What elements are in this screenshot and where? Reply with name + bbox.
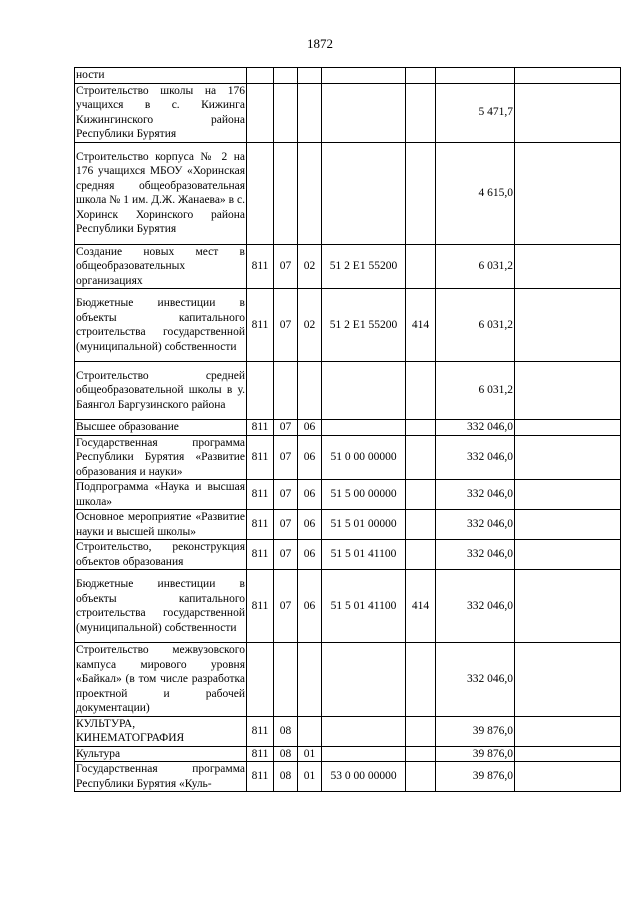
- cell-ved: 811: [247, 746, 274, 762]
- cell-sum: 332 046,0: [436, 510, 515, 540]
- cell-name: КУЛЬТУРА, КИНЕМАТОГРАФИЯ: [75, 716, 247, 746]
- cell-csr: [322, 746, 406, 762]
- table-row: [75, 142, 621, 244]
- table-row: [75, 540, 621, 570]
- table-row: [75, 746, 621, 762]
- cell-sum: 39 876,0: [436, 762, 515, 792]
- cell-csr: 51 0 00 00000: [322, 435, 406, 480]
- cell-csr: 51 5 00 00000: [322, 480, 406, 510]
- cell-name: Строительство межвузовского кампуса мирового уровня «Байкал» (в том числе разработка проектной и рабочей документации): [76, 644, 245, 714]
- cell-name: ности: [75, 68, 247, 84]
- cell-csr: [322, 716, 406, 746]
- cell-extra: [515, 716, 621, 746]
- cell-rz: 08: [274, 716, 298, 746]
- cell-sum: 6 031,2: [436, 244, 515, 289]
- cell-rz: [274, 643, 298, 717]
- cell-csr: 53 0 00 00000: [322, 762, 406, 792]
- cell-ved: 811: [247, 762, 274, 792]
- cell-name: Бюджетные инвестиции в объекты капитального строительства государственной (муниципальной) собственности: [75, 289, 247, 362]
- cell-pr: 02: [298, 244, 322, 289]
- cell-extra: [515, 762, 621, 792]
- cell-vr: [406, 68, 436, 84]
- cell-name: Строительство средней общеобразовательной школы в у. Баянгол Баргузинского района: [75, 362, 247, 420]
- cell-ved: [247, 142, 274, 244]
- cell-sum: 332 046,0: [436, 570, 515, 643]
- cell-vr: [406, 244, 436, 289]
- cell-pr: 01: [298, 746, 322, 762]
- table-row: [75, 289, 621, 362]
- cell-extra: [515, 570, 621, 643]
- table-row: [75, 643, 621, 717]
- cell-vr: [406, 83, 436, 142]
- cell-name: Создание новых мест в общеобразовательных организациях: [76, 245, 245, 287]
- cell-rz: 07: [274, 420, 298, 436]
- table-row: [75, 510, 621, 540]
- cell-vr: [406, 643, 436, 717]
- cell-sum: 332 046,0: [436, 480, 515, 510]
- cell-csr: [322, 68, 406, 84]
- cell-pr: [298, 643, 322, 717]
- cell-rz: 07: [274, 244, 298, 289]
- cell-csr: [322, 83, 406, 142]
- cell-csr: [322, 643, 406, 717]
- cell-ved: [247, 643, 274, 717]
- budget-table-body: [75, 68, 621, 792]
- cell-sum: 39 876,0: [436, 716, 515, 746]
- cell-vr: [406, 142, 436, 244]
- cell-vr: [406, 362, 436, 420]
- cell-rz: 07: [274, 570, 298, 643]
- cell-pr: [298, 362, 322, 420]
- table-row: [75, 716, 621, 746]
- cell-ved: [247, 362, 274, 420]
- cell-pr: 02: [298, 289, 322, 362]
- cell-csr: 51 5 01 00000: [322, 510, 406, 540]
- cell-name: Строительство корпуса № 2 на 176 учащихся МБОУ «Хоринская средняя общеобразовательная школа № 1 им. Д.Ж. Жанаева» в с. Хоринск Хоринского района Республики Бурятия: [75, 142, 247, 244]
- table-row: [75, 480, 621, 510]
- cell-extra: [515, 244, 621, 289]
- cell-pr: 01: [298, 762, 322, 792]
- cell-pr: [298, 83, 322, 142]
- cell-pr: [298, 68, 322, 84]
- cell-sum: 6 031,2: [436, 289, 515, 362]
- cell-extra: [515, 68, 621, 84]
- cell-ved: 811: [247, 435, 274, 480]
- cell-sum: [436, 68, 515, 84]
- page-number: 1872: [307, 36, 333, 51]
- cell-vr: [406, 420, 436, 436]
- cell-ved: 811: [247, 420, 274, 436]
- cell-extra: [515, 480, 621, 510]
- cell-sum: 332 046,0: [436, 420, 515, 436]
- cell-extra: [515, 643, 621, 717]
- cell-pr: 06: [298, 480, 322, 510]
- cell-csr: [322, 420, 406, 436]
- cell-rz: [274, 83, 298, 142]
- cell-ved: 811: [247, 716, 274, 746]
- cell-sum: 39 876,0: [436, 746, 515, 762]
- cell-sum: 332 046,0: [436, 435, 515, 480]
- cell-vr: [406, 762, 436, 792]
- cell-pr: [298, 716, 322, 746]
- cell-csr: [322, 142, 406, 244]
- cell-name: Культура: [75, 746, 247, 762]
- cell-pr: 06: [298, 420, 322, 436]
- cell-vr: [406, 716, 436, 746]
- table-row: [75, 83, 621, 142]
- cell-extra: [515, 420, 621, 436]
- cell-ved: 811: [247, 480, 274, 510]
- cell-name: Бюджетные инвестиции в объекты капитального строительства государственной (муниципальной) собственности: [75, 570, 247, 643]
- cell-pr: 06: [298, 510, 322, 540]
- table-row: [75, 244, 621, 289]
- cell-name: Строительство, реконструкция объектов образования: [76, 541, 245, 568]
- cell-csr: 51 5 01 41100: [322, 570, 406, 643]
- cell-sum: 4 615,0: [436, 142, 515, 244]
- cell-sum: 6 031,2: [436, 362, 515, 420]
- cell-ved: 811: [247, 540, 274, 570]
- cell-csr: 51 2 E1 55200: [322, 289, 406, 362]
- cell-rz: [274, 362, 298, 420]
- cell-sum: 332 046,0: [436, 643, 515, 717]
- cell-rz: 07: [274, 289, 298, 362]
- cell-rz: 08: [274, 746, 298, 762]
- cell-extra: [515, 83, 621, 142]
- cell-extra: [515, 362, 621, 420]
- cell-csr: 51 2 E1 55200: [322, 244, 406, 289]
- cell-ved: [247, 83, 274, 142]
- cell-pr: 06: [298, 540, 322, 570]
- cell-extra: [515, 746, 621, 762]
- cell-rz: [274, 68, 298, 84]
- cell-rz: [274, 142, 298, 244]
- cell-pr: [298, 142, 322, 244]
- cell-name: Высшее образование: [75, 420, 247, 436]
- cell-ved: [247, 68, 274, 84]
- cell-name: Государственная программа Республики Бурятия «Развитие образования и науки»: [76, 436, 245, 478]
- cell-name: Основное мероприятие «Развитие науки и высшей школы»: [76, 511, 245, 538]
- cell-csr: [322, 362, 406, 420]
- budget-table: [74, 67, 621, 792]
- cell-rz: 07: [274, 510, 298, 540]
- cell-rz: 08: [274, 762, 298, 792]
- cell-sum: 332 046,0: [436, 540, 515, 570]
- cell-vr: [406, 540, 436, 570]
- cell-sum: 5 471,7: [436, 83, 515, 142]
- cell-rz: 07: [274, 480, 298, 510]
- cell-extra: [515, 435, 621, 480]
- cell-extra: [515, 289, 621, 362]
- cell-pr: 06: [298, 435, 322, 480]
- cell-rz: 07: [274, 540, 298, 570]
- cell-ved: 811: [247, 244, 274, 289]
- cell-extra: [515, 510, 621, 540]
- cell-csr: 51 5 01 41100: [322, 540, 406, 570]
- cell-extra: [515, 540, 621, 570]
- table-row: [75, 68, 621, 84]
- cell-vr: [406, 746, 436, 762]
- cell-name: Государственная программа Республики Бурятия «Куль-: [76, 763, 245, 790]
- cell-ved: 811: [247, 289, 274, 362]
- cell-ved: 811: [247, 570, 274, 643]
- table-row: [75, 435, 621, 480]
- cell-vr: 414: [406, 570, 436, 643]
- table-row: [75, 762, 621, 792]
- cell-vr: 414: [406, 289, 436, 362]
- table-row: [75, 362, 621, 420]
- cell-name: Подпрограмма «Наука и высшая школа»: [76, 481, 245, 508]
- cell-rz: 07: [274, 435, 298, 480]
- table-row: [75, 570, 621, 643]
- cell-pr: 06: [298, 570, 322, 643]
- cell-vr: [406, 435, 436, 480]
- cell-vr: [406, 510, 436, 540]
- cell-name: Строительство школы на 176 учащихся в с. Кижинга Кижингинского района Республики Бурятия: [76, 84, 245, 140]
- table-row: [75, 420, 621, 436]
- cell-ved: 811: [247, 510, 274, 540]
- cell-vr: [406, 480, 436, 510]
- cell-extra: [515, 142, 621, 244]
